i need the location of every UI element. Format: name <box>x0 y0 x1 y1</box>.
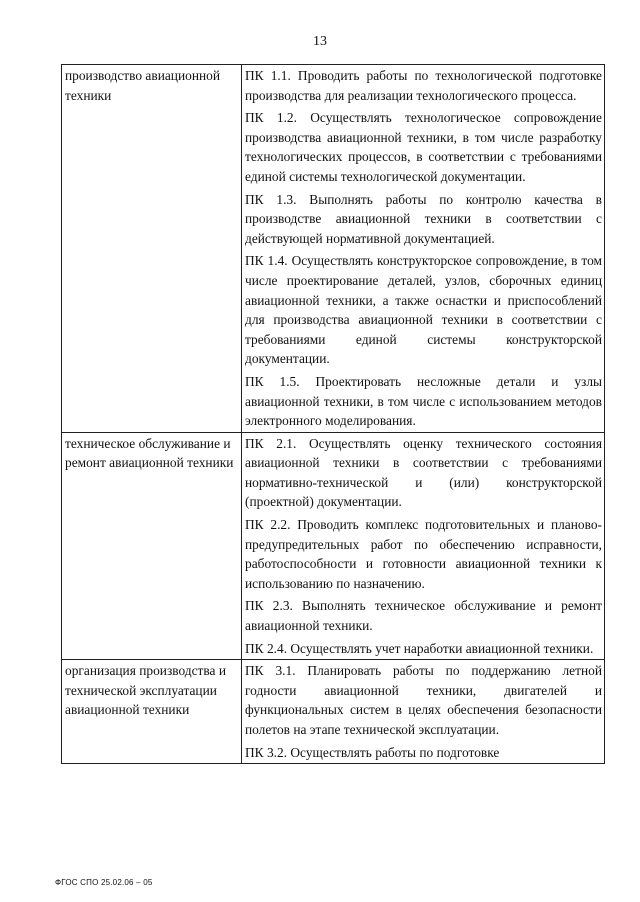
table-row <box>62 432 605 660</box>
competency-item: ПК 1.3. Выполнять работы по контролю качества в производстве авиационной техники в соответствии с действующей нормативной документацией. <box>245 191 602 246</box>
page-number: 13 <box>313 34 327 49</box>
activity-cell: производство авиационной техники <box>62 65 242 433</box>
competency-item: ПК 3.1. Планировать работы по поддержанию летной годности авиационной техники, двигателей и функциональных систем в целях обеспечения безопасности полетов на этапе технической эксплуатации. <box>245 663 602 737</box>
competency-item: ПК 1.2. Осуществлять технологическое сопровождение производства авиационной техники, в том числе разработку технологических процессов, в соответствии с требованиями единой системы технологической документации. <box>245 110 602 184</box>
competency-item: ПК 2.4. Осуществлять учет наработки авиационной техники. <box>245 640 594 656</box>
document-footer: ФГОС СПО 25.02.06 – 05 <box>55 878 153 887</box>
competencies-cell <box>242 660 605 764</box>
competency-item: ПК 3.2. Осуществлять работы по подготовке <box>245 744 500 760</box>
competency-item: ПК 2.3. Выполнять техническое обслуживание и ремонт авиационной техники. <box>245 598 602 634</box>
competency-item: ПК 2.1. Осуществлять оценку технического состояния авиационной техники в соответствии с требованиями нормативно-технической и (или) конструкторской (проектной) документации. <box>245 435 602 510</box>
competencies-cell <box>242 432 605 660</box>
table-row <box>62 660 605 764</box>
competency-item: ПК 1.1. Проводить работы по технологической подготовке производства для реализации технологического процесса. <box>245 68 602 103</box>
competency-item: ПК 1.5. Проектировать несложные детали и узлы авиационной техники, в том числе с использованием методов электронного моделирования. <box>245 373 602 429</box>
activity-cell: техническое обслуживание и ремонт авиационной техники <box>62 432 242 660</box>
competency-item: ПК 1.4. Осуществлять конструкторское сопровождение, в том числе проектирование деталей, узлов, сборочных единиц авиационной техники, а также оснастки и приспособлений для производства авиационной техники в соответствии с требованиями единой системы конструкторской документации. <box>245 253 602 367</box>
competencies-table <box>61 64 605 764</box>
activity-cell: организация производства и технической эксплуатации авиационной техники <box>62 660 242 764</box>
competencies-cell <box>242 65 605 433</box>
competency-item: ПК 2.2. Проводить комплекс подготовительных и планово-предупредительных работ по обеспечению исправности, работоспособности и готовности авиационной техники к использованию по назначению. <box>245 517 602 591</box>
table-row <box>62 65 605 433</box>
